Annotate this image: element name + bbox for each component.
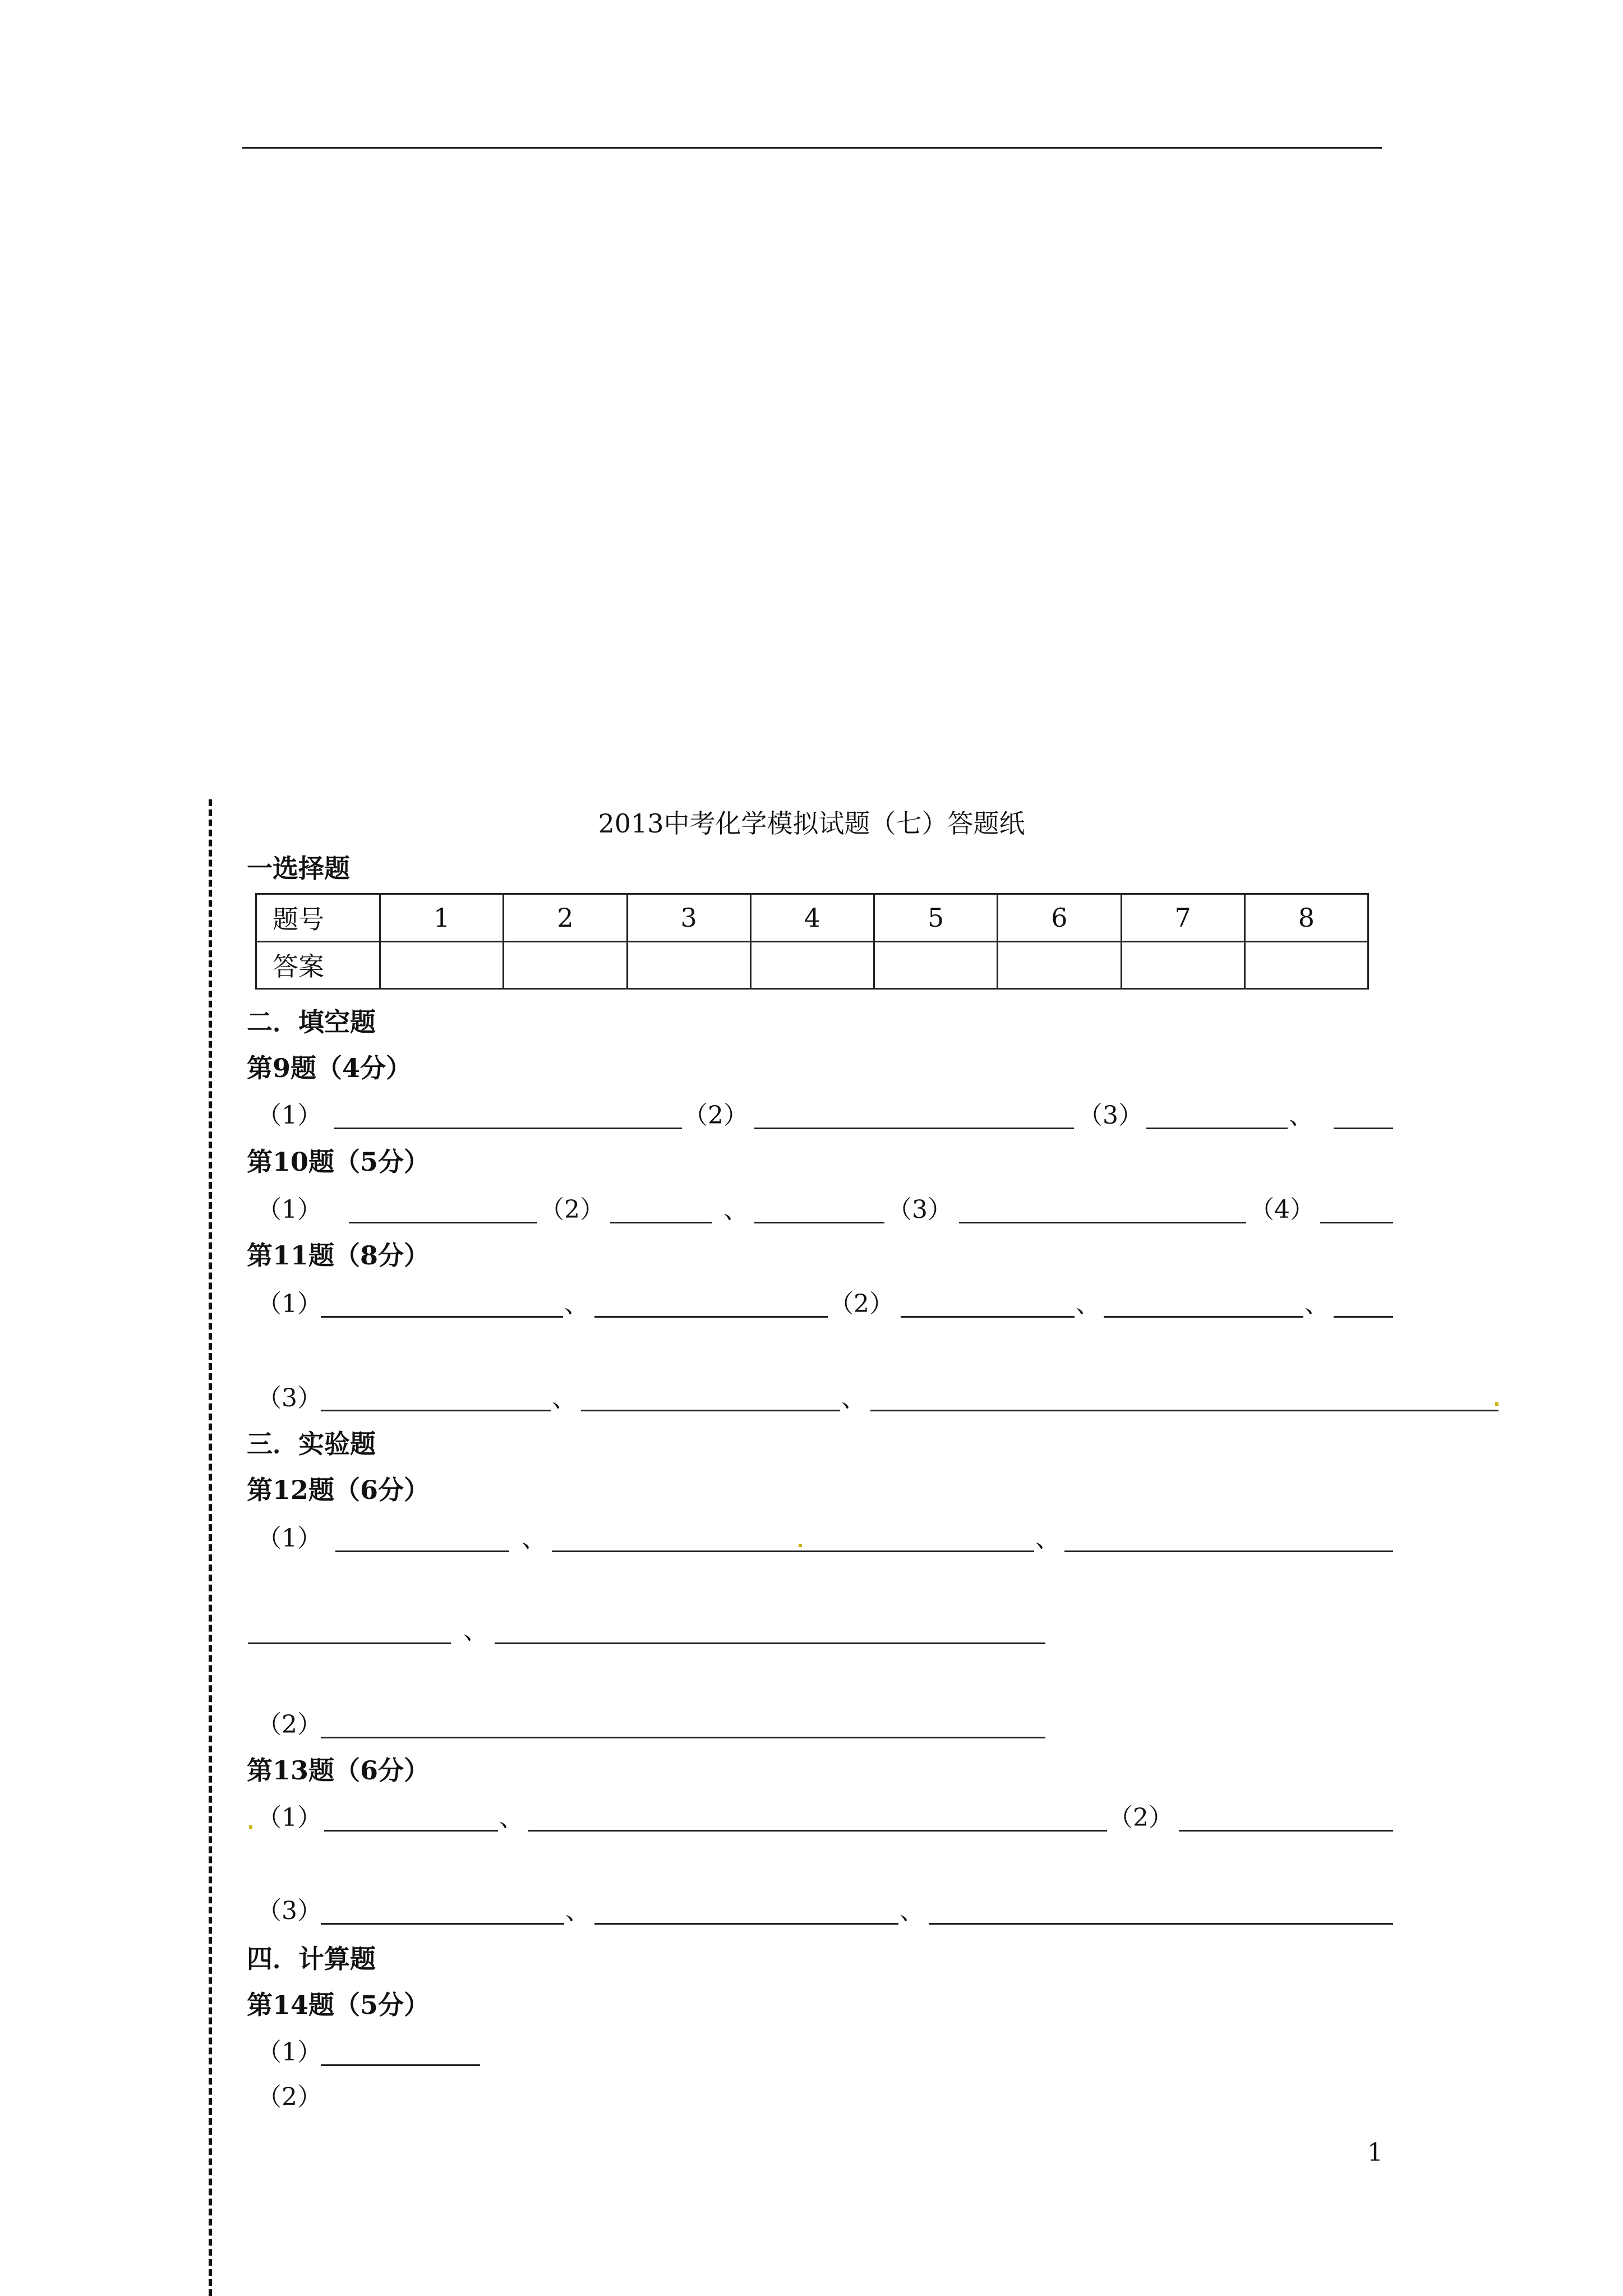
separator: 、 xyxy=(565,1897,590,1925)
separator: 、 xyxy=(564,1290,589,1318)
separator: 、 xyxy=(1304,1290,1329,1318)
part-label: （3） xyxy=(887,1195,952,1224)
table-row xyxy=(256,941,1368,989)
answer-blank[interactable] xyxy=(1334,1128,1393,1129)
question-9-heading: 第9题（4分） xyxy=(247,1053,412,1083)
answer-blank[interactable] xyxy=(1179,1830,1393,1832)
part-label: （1） xyxy=(257,2038,322,2067)
question-13-heading: 第13题（6分） xyxy=(247,1755,430,1786)
answer-blank[interactable] xyxy=(321,1737,1045,1738)
separator: 、 xyxy=(723,1195,748,1224)
answer-table xyxy=(255,893,1369,990)
answer-blank[interactable] xyxy=(321,1923,564,1925)
separator: 、 xyxy=(1035,1524,1060,1553)
answer-blank[interactable] xyxy=(335,1550,509,1552)
column-number: 8 xyxy=(1244,894,1368,942)
question-11-heading: 第11题（8分） xyxy=(247,1240,430,1271)
answer-cell[interactable] xyxy=(504,941,627,989)
answer-blank[interactable] xyxy=(321,1316,563,1318)
answer-blank[interactable] xyxy=(870,1410,1498,1411)
part-label: （1） xyxy=(257,1290,322,1318)
part-label: （2） xyxy=(540,1195,605,1224)
answer-blank[interactable] xyxy=(754,1128,1074,1129)
part-label: （1） xyxy=(257,1524,322,1553)
row-header: 题号 xyxy=(256,894,380,942)
separator: 、 xyxy=(1289,1101,1313,1130)
column-number: 2 xyxy=(504,894,627,942)
ink-dot xyxy=(1495,1402,1498,1406)
binding-cut-line xyxy=(209,799,212,2296)
answer-blank[interactable] xyxy=(581,1410,840,1411)
answer-blank[interactable] xyxy=(1320,1222,1393,1223)
ink-dot xyxy=(799,1544,802,1547)
answer-cell[interactable] xyxy=(380,941,504,989)
answer-blank[interactable] xyxy=(1334,1316,1393,1318)
column-number: 5 xyxy=(874,894,998,942)
answer-blank[interactable] xyxy=(610,1222,712,1223)
answer-cell[interactable] xyxy=(998,941,1121,989)
section-calc-heading: 四．计算题 xyxy=(247,1944,376,1974)
part-label: （2） xyxy=(683,1101,748,1130)
section-choice-heading: 一选择题 xyxy=(247,853,350,884)
answer-cell[interactable] xyxy=(1244,941,1368,989)
table-row xyxy=(256,894,1368,942)
answer-blank[interactable] xyxy=(1146,1128,1288,1129)
section-experiment-heading: 三．实验题 xyxy=(247,1429,376,1459)
header-rule xyxy=(242,147,1382,149)
answer-blank[interactable] xyxy=(1104,1316,1303,1318)
answer-blank[interactable] xyxy=(1064,1550,1393,1552)
answer-blank[interactable] xyxy=(552,1550,1034,1552)
separator: 、 xyxy=(499,1803,524,1832)
separator: 、 xyxy=(552,1384,577,1412)
row-header: 答案 xyxy=(256,941,380,989)
answer-cell[interactable] xyxy=(750,941,874,989)
separator: 、 xyxy=(522,1524,546,1553)
answer-blank[interactable] xyxy=(321,1410,551,1411)
answer-blank[interactable] xyxy=(248,1642,451,1644)
answer-blank[interactable] xyxy=(324,1830,498,1832)
answer-blank[interactable] xyxy=(495,1642,1045,1644)
separator: 、 xyxy=(841,1384,866,1412)
answer-blank[interactable] xyxy=(754,1222,884,1223)
part-label: （2） xyxy=(257,2083,322,2111)
page-number: 1 xyxy=(1367,2138,1383,2167)
separator: 、 xyxy=(463,1616,488,1645)
separator: 、 xyxy=(1076,1290,1100,1318)
column-number: 3 xyxy=(627,894,750,942)
column-number: 7 xyxy=(1121,894,1244,942)
part-label: （2） xyxy=(829,1290,894,1318)
part-label: （3） xyxy=(1078,1101,1143,1130)
page-title: 2013中考化学模拟试题（七）答题纸 xyxy=(598,808,1025,839)
column-number: 4 xyxy=(750,894,874,942)
answer-blank[interactable] xyxy=(594,1923,898,1925)
answer-blank[interactable] xyxy=(929,1923,1393,1925)
part-label: （1） xyxy=(257,1101,322,1130)
part-label: （3） xyxy=(257,1384,322,1412)
question-10-heading: 第10题（5分） xyxy=(247,1147,430,1177)
question-12-heading: 第12题（6分） xyxy=(247,1475,430,1505)
part-label: （2） xyxy=(1108,1803,1173,1832)
part-label: （3） xyxy=(257,1897,322,1925)
section-fill-heading: 二．填空题 xyxy=(247,1007,376,1037)
column-number: 1 xyxy=(380,894,504,942)
part-label: （4） xyxy=(1249,1195,1315,1224)
separator: 、 xyxy=(900,1897,924,1925)
column-number: 6 xyxy=(998,894,1121,942)
answer-blank[interactable] xyxy=(349,1222,537,1223)
part-label: （1） xyxy=(257,1803,322,1832)
ink-dot xyxy=(249,1825,252,1829)
answer-cell[interactable] xyxy=(1121,941,1244,989)
part-label: （1） xyxy=(257,1195,322,1224)
question-14-heading: 第14题（5分） xyxy=(247,1990,430,2020)
part-label: （2） xyxy=(257,1710,322,1739)
answer-blank[interactable] xyxy=(901,1316,1075,1318)
answer-cell[interactable] xyxy=(874,941,998,989)
answer-blank[interactable] xyxy=(321,2064,480,2066)
answer-cell[interactable] xyxy=(627,941,750,989)
answer-blank[interactable] xyxy=(594,1316,828,1318)
answer-blank[interactable] xyxy=(528,1830,1107,1832)
answer-blank[interactable] xyxy=(959,1222,1246,1223)
answer-blank[interactable] xyxy=(334,1128,682,1129)
